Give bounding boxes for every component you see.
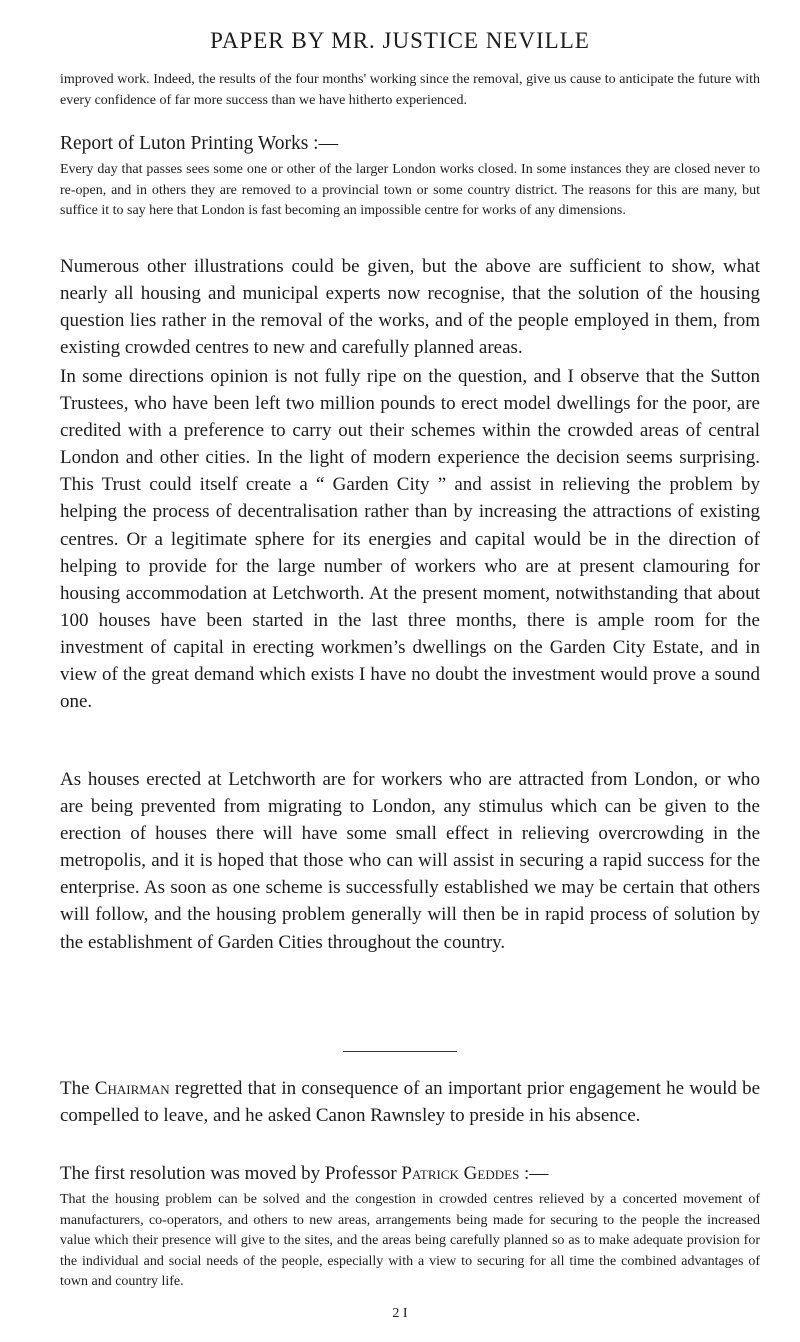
chairman-name: Chairman: [94, 1078, 170, 1099]
page-number: 2 I: [392, 1306, 408, 1321]
resolution-text: That the housing problem can be solved and the congestion in crowded centres relieved by a concerted movement of manufacturers, co-operators, and others to new areas, arrangements being made for securing to the people the increased value which their presence will give to the sites, and the areas being carefully planned so as to make adequate provision for the individual and social needs of the people, especially with a view to securing for all time the combined advantages of town and country life.: [60, 1192, 760, 1289]
resolution-intro-text: The first resolution was moved by Professor: [60, 1163, 397, 1184]
body-paragraph-2: In some directions opinion is not fully ripe on the question, and I observe that the Sutton Trustees, who have been left two million pounds to erect model dwellings for the poor, are credited with a preference to carry out their schemes within the crowded areas of central London and other cities. In the light of modern experience the decision seems surprising. This Trust could itself create a “ Garden City ” and assist in relieving the problem by helping the process of decentralisation rather than by increasing the attractions of existing centres. Or a legitimate sphere for its energies and capital would be in the direction of helping to provide for the large number of workers who are at present clamouring for housing accommodation at Letchworth. At the present moment, notwithstanding that about 100 houses have been started in the last three months, there is ample room for the investment of capital in erecting workmen’s dwellings on the Garden City Estate, and in view of the great demand which exists I have no doubt the investment would prove a sound one.: [60, 366, 760, 713]
running-title: PAPER BY MR. JUSTICE NEVILLE: [210, 28, 590, 53]
chairman-text: regretted that in consequence of an important prior engagement he would be compelled to leave, and he asked Canon Rawnsley to preside in his absence.: [60, 1078, 761, 1127]
section-divider: [343, 1051, 457, 1052]
body-paragraph-3: As houses erected at Letchworth are for workers who are attracted from London, or who are being prevented from migrating to London, any stimulus which can be given to the erection of houses there will have some small effect in relieving overcrowding in the metropolis, and it is hoped that those who can will assist in securing a rapid success for the enterprise. As soon as one scheme is successfully established we may be certain that others will follow, and the housing problem generally will then be in rapid process of solution by the establishment of Garden Cities throughout the country.: [60, 769, 760, 953]
report-heading: Report of Luton Printing Works :—: [60, 133, 339, 154]
resolution-intro: [60, 1160, 760, 1187]
body-paragraph-1: Numerous other illustrations could be given, but the above are sufficient to show, what nearly all housing and municipal experts now recognise, that the solution of the housing question lies rather in the removal of the works, and of the people employed in them, from existing crowded centres to new and carefully planned areas.: [60, 256, 760, 359]
report-quote: Every day that passes sees some one or other of the larger London works closed. In some instances they are closed never to re-open, and in others they are removed to a provincial town or some country district. The reasons for this are many, but suffice it to say here that London is fast becoming an impossible centre for works of any dimensions.: [60, 162, 760, 218]
chairman-lead: The: [60, 1078, 90, 1099]
chairman-paragraph: [60, 1075, 760, 1129]
mover-name: Patrick Geddes: [401, 1163, 520, 1184]
resolution-intro-tail: :—: [524, 1163, 549, 1184]
intro-paragraph: improved work. Indeed, the results of the four months' working since the removal, give us cause to anticipate the future with every confidence of far more success than we have hitherto experienced.: [60, 72, 760, 108]
